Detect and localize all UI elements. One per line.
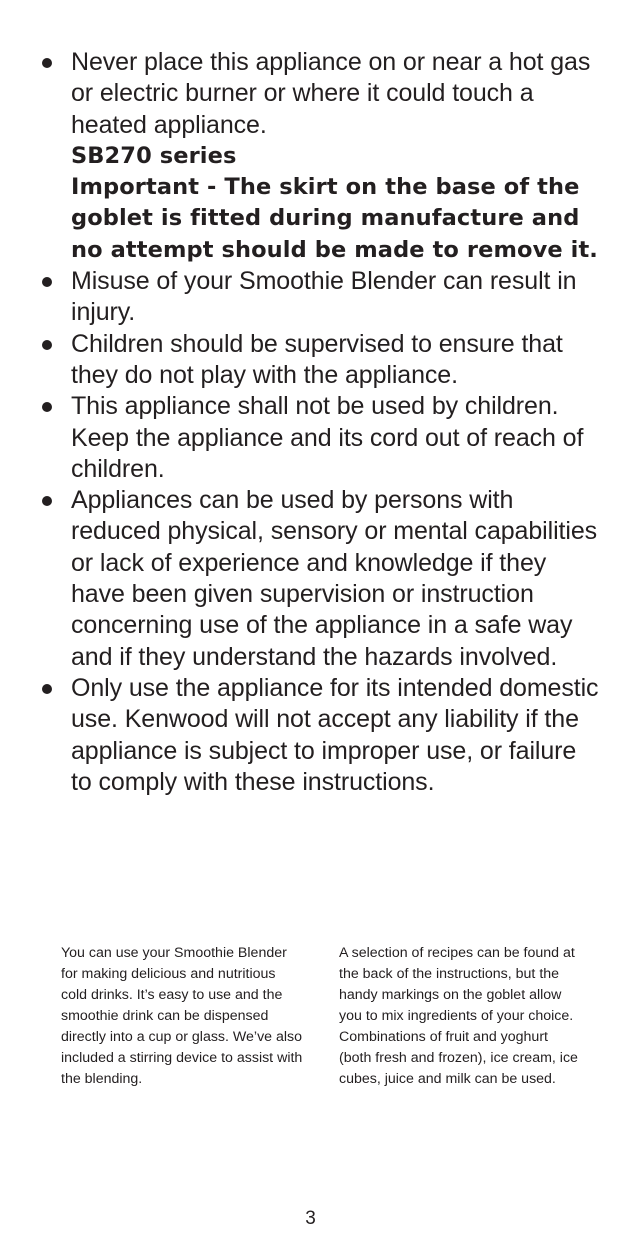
safety-bullet-item [40,485,600,673]
intro-left-column: You can use your Smoothie Blender for making delicious and nutritious cold drinks. It’s easy to use and the smoothie drink can be dispensed directly into a cup or glass. We’ve also included a stirring device to assist with the blending. [61,945,303,1087]
bullet-text: Only use the appliance for its intended domestic use. Kenwood will not accept any liability if the appliance is subject to improper use, or failure to comply with these instructions. [71,673,599,796]
bullet-dot-icon [42,340,52,350]
bullet-text: Misuse of your Smoothie Blender can result in injury. [71,267,577,327]
bullet-dot-icon [42,684,52,694]
bullet-dot-icon [42,58,52,68]
bullet-dot-icon [42,496,52,506]
safety-bullet-item [40,47,600,266]
bullet-text: Appliances can be used by persons with reduced physical, sensory or mental capabilities or lack of experience and knowledge if they have been given supervision or instruction concerning use of the appliance in a safe way and if they understand the hazards involved. [71,486,598,671]
bullet-text: Children should be supervised to ensure that they do not play with the appliance. [71,329,563,389]
important-notice: Important - The skirt on the base of the goblet is fitted during manufacture and no attempt should be made to remove it. [71,174,598,263]
safety-bullet-item [40,391,600,485]
safety-bullet-list [40,47,600,798]
bullet-text: Never place this appliance on or near a hot gas or electric burner or where it could touch a heated appliance. [71,48,591,139]
bullet-text: This appliance shall not be used by children. Keep the appliance and its cord out of reach of children. [71,392,584,483]
page-number: 3 [305,1208,316,1229]
bullet-dot-icon [42,402,52,412]
series-heading: SB270 series [71,142,237,169]
safety-bullet-item [40,266,600,329]
safety-bullet-item [40,329,600,392]
bullet-dot-icon [42,277,52,287]
safety-bullet-item [40,673,600,798]
intro-right-column: A selection of recipes can be found at the back of the instructions, but the handy markings on the goblet allow you to mix ingredients of your choice. Combinations of fruit and yoghurt (both fresh and frozen), ice cream, ice cubes, juice and milk can be used. [339,945,578,1087]
